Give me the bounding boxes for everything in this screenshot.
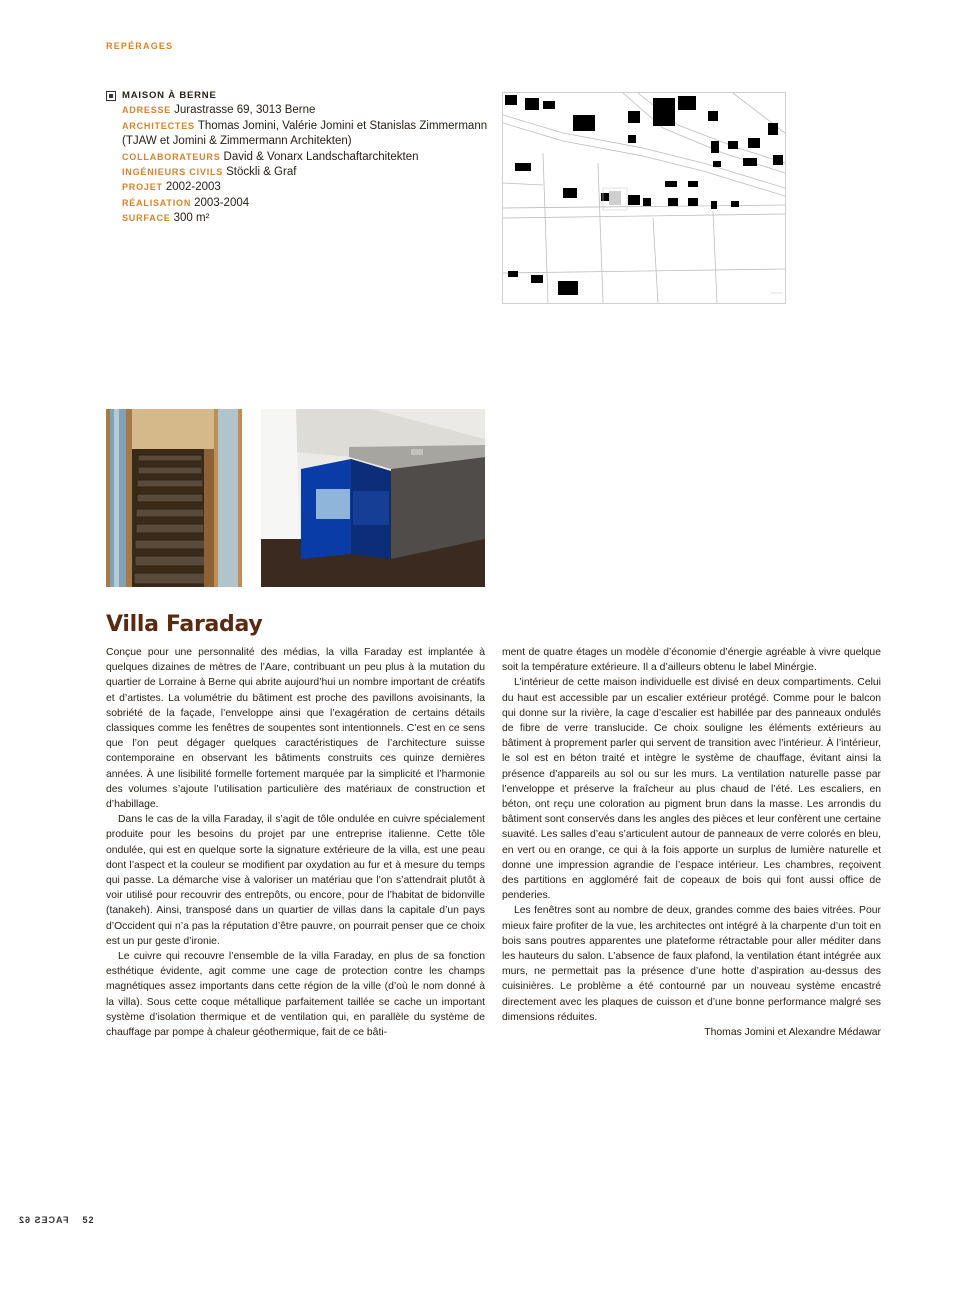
info-row [122, 119, 496, 134]
kitchen-image [261, 409, 485, 587]
info-value: 2002-2003 [165, 181, 221, 194]
info-row [122, 150, 496, 165]
info-row [122, 134, 496, 149]
info-row [122, 211, 496, 226]
article-column-1 [106, 645, 485, 1040]
info-label: RÉALISATION [122, 197, 192, 208]
staircase-photo [106, 409, 242, 587]
info-label: ADRESSE [122, 105, 172, 116]
info-row [122, 103, 496, 118]
info-value: Jurastrasse 69, 3013 Berne [174, 104, 316, 117]
paragraph: Le cuivre qui recouvre l’ensemble de la villa Faraday, en plus de sa fonction esthétique évidente, agit comme une cage de protection contre les champs magnétiques assez importants dans cette région de la ville (d’où le nom donné à la villa). Sous cette coque métallique parfaitement taillée se cache un important système d’isolation thermique et de ventilation qui, en parallèle du système de chauffage par pompe à chaleur géothermique, fait de ce bâti- [106, 951, 485, 1039]
section-kicker: REPÉRAGES [106, 41, 174, 51]
info-label: SURFACE [122, 213, 171, 224]
info-value: 300 m² [173, 212, 210, 225]
info-value: (TJAW et Jomini & Zimmermann Architekten) [122, 135, 352, 148]
site-plan-drawing [503, 93, 785, 303]
info-label: ARCHITECTES [122, 120, 195, 131]
kitchen-photo [261, 409, 485, 587]
paragraph: Les fenêtres sont au nombre de deux, grandes comme des baies vitrées. Pour mieux faire profiter de la vue, les architectes ont intégré à la charpente d’un toit en bois sans poutres apparentes une plateforme rétractable pour aller méditer dans les hauteurs du salon. L’absence de faux plafond, la ventilation étant intégrée aux murs, ne permettait pas la présence d’une hotte d’aspiration au-dessus des cuisinières. Le problème a été contourné par un nouveau système encastré directement avec les plaques de cuisson et d’une bonne performance malgré ses dimensions réduites. [502, 905, 881, 1023]
project-title: MAISON À BERNE [122, 90, 217, 101]
page-footer [18, 1215, 95, 1225]
article-column-2 [502, 645, 881, 1040]
project-info [106, 88, 496, 227]
info-value: Thomas Jomini, Valérie Jomini et Stanislas Zimmermann [197, 119, 488, 132]
info-label: INGÉNIEURS CIVILS [122, 167, 224, 178]
page-number: 52 [82, 1215, 95, 1225]
info-value: Stöckli & Graf [226, 166, 297, 179]
site-plan [502, 92, 786, 304]
article-title: Villa Faraday [106, 612, 263, 637]
staircase-image [106, 409, 242, 587]
info-value: David & Vonarx Landschaftarchitekten [223, 150, 419, 163]
info-label: COLLABORATEURS [122, 151, 221, 162]
article-signature: Thomas Jomini et Alexandre Médawar [704, 1027, 881, 1039]
paragraph: L’intérieur de cette maison individuelle est divisé en deux compartiments. Celui du haut est accessible par un escalier extérieur protégé. Comme pour le balcon qui donne sur la rivière, la cage d’escalier est habillée par des panneaux ondulés de fibre de verre translucide. Ce choix souligne les éléments extérieurs au bâtiment à proprement parler qui servent de transition avec l’intérieur. À l’intérieur, le sol est en béton traité et intègre le système de chauffage, évitant ainsi la présence d’appareils au sol ou sur les murs. La ventilation naturelle passe par l’enveloppe et préserve la fraîcheur au plus chaud de l’été. Les escaliers, en béton, ont reçu une coloration au pigment brun dans la masse. Les arrondis du bâtiment sont conservés dans les angles des pièces et leur confèrent une certaine suavité. Les salles d’eau s’articulent autour de panneaux de verre colorés en bleu, en vert ou en orange, ce qui à la fois apporte un surplus de lumière naturelle et donne une impression agrandie de l’espace intérieur. Les chambres, reçoivent des partitions en aggloméré fait de copeaux de bois qui font aussi office de penderies. [502, 677, 881, 902]
paragraph: Conçue pour une personnalité des médias, la villa Faraday est implantée à quelques dizaines de mètres de l’Aare, contribuant un peu plus à la mutation du quartier de Lorraine à Berne qui abrite aujourd’hui un nombre important de créatifs et d’artistes. La volumétrie du bâtiment est proche des pavillons avoisinants, la sobriété de la façade, l’enveloppe ainsi que l’exagération de certains détails classiques comme les fenêtres de soupentes sont intentionnels. C’est en ce sens que l’on peut dégager quelques caractéristiques de l’architecture suisse contemporaine en observant les bâtiments construits ces quinze dernières années. À une lisibilité formelle fortement marquée par la simplicité et l’harmonie des volumes s’ajoute l’utilisation particulière des matériaux de construction et d’habillage. [106, 647, 485, 811]
info-value: 2003-2004 [194, 196, 250, 209]
info-label: PROJET [122, 182, 163, 193]
magazine-name: FACES 62 [18, 1215, 69, 1225]
info-row [122, 196, 496, 211]
paragraph: ment de quatre étages un modèle d’économie d’énergie agréable à vivre quelque soit la température extérieure. Il a d’ailleurs obtenu le label Minérgie. [502, 647, 881, 674]
info-row [122, 180, 496, 195]
square-bullet-icon [106, 91, 116, 101]
paragraph: Dans le cas de la villa Faraday, il s’agit de tôle ondulée en cuivre spécialement produite pour les besoins du projet par une entreprise italienne. Cette tôle ondulée, qui est en quelque sorte la signature extérieure de la villa, est une peau dont l’aspect et la couleur se modifient par oxydation au fur et à mesure du temps qui passe. La démarche vise à valoriser un matériau que l’on s’attendrait plutôt à voir utilisé pour recouvrir des entrepôts, ou encore, pour de l’habitat de bidonville (tanakeh). Ainsi, transposé dans un quartier de villas dans la capitale d’un pays d’Occident qui n’a pas la réputation d’être pauvre, on pourrait penser que ce choix est un pur geste d’ironie. [106, 814, 485, 947]
info-row [122, 165, 496, 180]
